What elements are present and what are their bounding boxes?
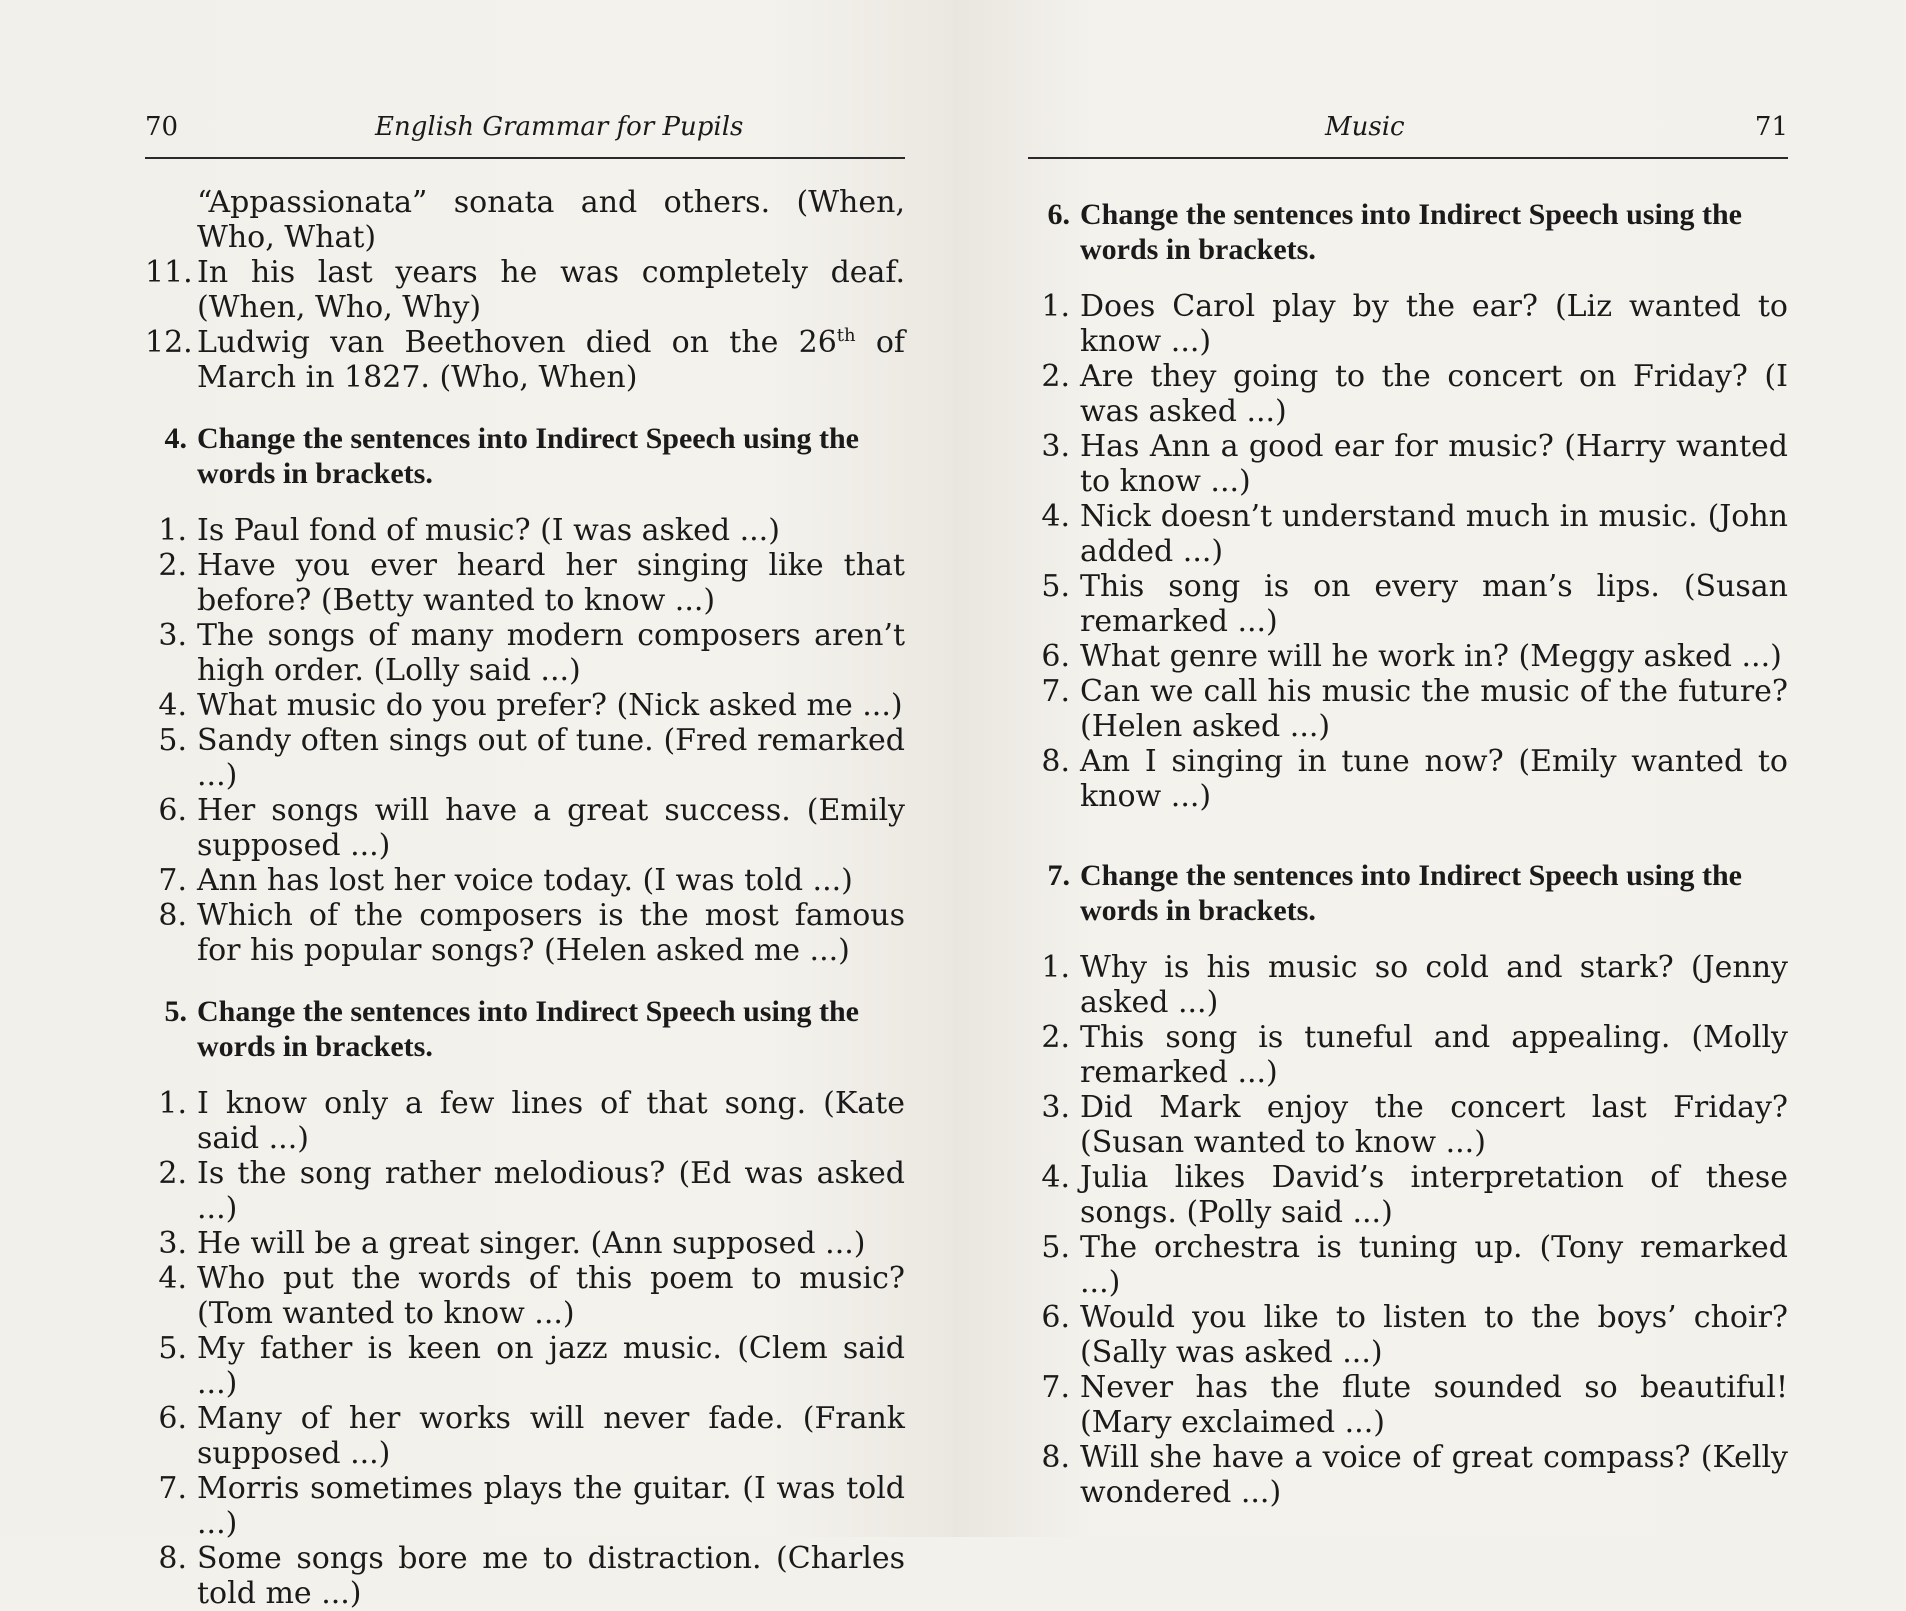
list-item bbox=[145, 1331, 905, 1401]
exercise-5-list bbox=[145, 1086, 905, 1611]
running-title: Music bbox=[1325, 112, 1405, 142]
superscript: th bbox=[836, 325, 856, 346]
item-text: Sandy often sings out of tune. (Fred remarked ...) bbox=[197, 723, 905, 793]
list-item bbox=[145, 1471, 905, 1541]
exercise-instruction: Change the sentences into Indirect Speech using the words in brackets. bbox=[197, 995, 859, 1063]
header-rule bbox=[145, 157, 905, 159]
item-number: 5. bbox=[1041, 569, 1070, 604]
list-item bbox=[145, 793, 905, 863]
list-item bbox=[1028, 674, 1788, 744]
item-text: Will she have a voice of great compass? (Kelly wondered ...) bbox=[1080, 1440, 1788, 1510]
list-item bbox=[1028, 1440, 1788, 1510]
item-text: Are they going to the concert on Friday? (I was asked ...) bbox=[1080, 359, 1788, 429]
continued-text: “Appassionata” sonata and others. (When, Who, What) bbox=[197, 185, 905, 255]
list-item bbox=[145, 548, 905, 618]
list-item bbox=[1028, 1090, 1788, 1160]
list-item bbox=[1028, 1160, 1788, 1230]
item-number: 4. bbox=[158, 688, 187, 723]
item-text: The orchestra is tuning up. (Tony remarked ...) bbox=[1080, 1230, 1788, 1300]
list-item bbox=[145, 1261, 905, 1331]
item-number: 11. bbox=[145, 255, 193, 290]
exercise-7-list bbox=[1028, 950, 1788, 1510]
item-number: 3. bbox=[1041, 429, 1070, 464]
item-number: 5. bbox=[158, 723, 187, 758]
left-page-content bbox=[145, 185, 905, 1611]
exercise-heading bbox=[145, 994, 905, 1064]
header-rule bbox=[1028, 157, 1788, 159]
exercise-number: 7. bbox=[1047, 859, 1070, 892]
item-number: 7. bbox=[1041, 674, 1070, 709]
item-number: 3. bbox=[1041, 1090, 1070, 1125]
item-number: 5. bbox=[1041, 1230, 1070, 1265]
item-number: 2. bbox=[158, 548, 187, 583]
item-text: He will be a great singer. (Ann supposed ...) bbox=[197, 1226, 866, 1261]
item-number: 4. bbox=[1041, 499, 1070, 534]
exercise-number: 6. bbox=[1047, 198, 1070, 231]
list-item bbox=[1028, 1020, 1788, 1090]
exercise-heading bbox=[1028, 197, 1788, 267]
item-number: 3. bbox=[158, 618, 187, 653]
item-text: What music do you prefer? (Nick asked me ...) bbox=[197, 688, 903, 723]
list-item bbox=[1028, 359, 1788, 429]
item-text: In his last years he was completely deaf. (When, Who, Why) bbox=[197, 255, 905, 325]
item-text: Why is his music so cold and stark? (Jenny asked ...) bbox=[1080, 950, 1788, 1020]
running-title: English Grammar for Pupils bbox=[375, 112, 744, 142]
list-item bbox=[145, 898, 905, 968]
item-number: 6. bbox=[158, 793, 187, 828]
item-text: This song is tuneful and appealing. (Molly remarked ...) bbox=[1080, 1020, 1788, 1090]
item-number: 7. bbox=[158, 863, 187, 898]
item-number: 3. bbox=[158, 1226, 187, 1261]
item-number: 2. bbox=[158, 1156, 187, 1191]
item-number: 7. bbox=[158, 1471, 187, 1506]
list-item bbox=[145, 723, 905, 793]
item-text: of March in 1827. (Who, When) bbox=[197, 325, 905, 395]
right-page-content bbox=[1028, 197, 1788, 1510]
item-text: Many of her works will never fade. (Frank supposed ...) bbox=[197, 1401, 905, 1471]
item-number: 8. bbox=[158, 1541, 187, 1576]
item-text: Some songs bore me to distraction. (Charles told me ...) bbox=[197, 1541, 905, 1611]
list-item bbox=[1028, 1230, 1788, 1300]
item-number: 4. bbox=[1041, 1160, 1070, 1195]
item-text: Would you like to listen to the boys’ choir? (Sally was asked ...) bbox=[1080, 1300, 1788, 1370]
item-text: Which of the composers is the most famous for his popular songs? (Helen asked me ...) bbox=[197, 898, 905, 968]
item-number: 5. bbox=[158, 1331, 187, 1366]
list-item bbox=[1028, 499, 1788, 569]
item-text: I know only a few lines of that song. (Kate said ...) bbox=[197, 1086, 905, 1156]
item-number: 12. bbox=[145, 325, 193, 360]
list-item bbox=[145, 1086, 905, 1156]
page-number: 70 bbox=[145, 112, 179, 142]
item-number: 1. bbox=[1041, 950, 1070, 985]
item-text: Never has the flute sounded so beautiful! (Mary exclaimed ...) bbox=[1080, 1370, 1788, 1440]
item-number: 2. bbox=[1041, 359, 1070, 394]
exercise-instruction: Change the sentences into Indirect Speech using the words in brackets. bbox=[197, 422, 859, 490]
left-page-header bbox=[145, 112, 905, 152]
item-text: This song is on every man’s lips. (Susan remarked ...) bbox=[1080, 569, 1788, 639]
item-text: Have you ever heard her singing like that before? (Betty wanted to know ...) bbox=[197, 548, 905, 618]
list-item bbox=[145, 1226, 905, 1261]
exercise-4-list bbox=[145, 513, 905, 968]
item-number: 1. bbox=[158, 1086, 187, 1121]
item-text: Has Ann a good ear for music? (Harry wanted to know ...) bbox=[1080, 429, 1788, 499]
list-item bbox=[1028, 569, 1788, 639]
list-item bbox=[1028, 744, 1788, 814]
list-item bbox=[145, 1156, 905, 1226]
item-text: What genre will he work in? (Meggy asked ...) bbox=[1080, 639, 1782, 674]
item-text: Who put the words of this poem to music? (Tom wanted to know ...) bbox=[197, 1261, 905, 1331]
exercise-instruction: Change the sentences into Indirect Speech using the words in brackets. bbox=[1080, 198, 1742, 266]
exercise-instruction: Change the sentences into Indirect Speech using the words in brackets. bbox=[1080, 859, 1742, 927]
item-text: Julia likes David’s interpretation of these songs. (Polly said ...) bbox=[1080, 1160, 1788, 1230]
list-item bbox=[1028, 639, 1788, 674]
item-number: 1. bbox=[158, 513, 187, 548]
list-item bbox=[145, 863, 905, 898]
item-number: 8. bbox=[158, 898, 187, 933]
page-number: 71 bbox=[1754, 112, 1788, 142]
list-item bbox=[145, 688, 905, 723]
list-item bbox=[145, 325, 905, 395]
exercise-heading bbox=[145, 421, 905, 491]
item-number: 1. bbox=[1041, 289, 1070, 324]
item-text: Morris sometimes plays the guitar. (I was told ...) bbox=[197, 1471, 905, 1541]
item-number: 8. bbox=[1041, 744, 1070, 779]
list-item bbox=[145, 513, 905, 548]
list-item bbox=[1028, 429, 1788, 499]
exercise-heading bbox=[1028, 858, 1788, 928]
right-page-header bbox=[1028, 112, 1788, 152]
item-text: Is the song rather melodious? (Ed was asked ...) bbox=[197, 1156, 905, 1226]
exercise-number: 5. bbox=[164, 995, 187, 1028]
item-text: Did Mark enjoy the concert last Friday? (Susan wanted to know ...) bbox=[1080, 1090, 1788, 1160]
item-text: The songs of many modern composers aren’t high order. (Lolly said ...) bbox=[197, 618, 905, 688]
list-item bbox=[145, 255, 905, 325]
list-item bbox=[1028, 289, 1788, 359]
list-item bbox=[145, 1401, 905, 1471]
item-text: Ludwig van Beethoven died on the 26 bbox=[197, 325, 837, 360]
item-number: 6. bbox=[158, 1401, 187, 1436]
item-number: 7. bbox=[1041, 1370, 1070, 1405]
item-text: Does Carol play by the ear? (Liz wanted to know ...) bbox=[1080, 289, 1788, 359]
list-item bbox=[1028, 1300, 1788, 1370]
item-text: Her songs will have a great success. (Emily supposed ...) bbox=[197, 793, 905, 863]
exercise-number: 4. bbox=[164, 422, 187, 455]
list-item bbox=[145, 1541, 905, 1611]
item-text: Am I singing in tune now? (Emily wanted to know ...) bbox=[1080, 744, 1788, 814]
item-number: 6. bbox=[1041, 1300, 1070, 1335]
item-number: 4. bbox=[158, 1261, 187, 1296]
list-item bbox=[145, 618, 905, 688]
item-number: 8. bbox=[1041, 1440, 1070, 1475]
item-text: Nick doesn’t understand much in music. (John added ...) bbox=[1080, 499, 1788, 569]
exercise-6-list bbox=[1028, 289, 1788, 814]
item-text: Can we call his music the music of the future? (Helen asked ...) bbox=[1080, 674, 1788, 744]
list-item bbox=[1028, 950, 1788, 1020]
item-text: Is Paul fond of music? (I was asked ...) bbox=[197, 513, 780, 548]
item-text: My father is keen on jazz music. (Clem said ...) bbox=[197, 1331, 905, 1401]
item-number: 2. bbox=[1041, 1020, 1070, 1055]
item-text: Ann has lost her voice today. (I was told ...) bbox=[197, 863, 853, 898]
right-page bbox=[953, 0, 1906, 1537]
list-item bbox=[1028, 1370, 1788, 1440]
item-number: 6. bbox=[1041, 639, 1070, 674]
